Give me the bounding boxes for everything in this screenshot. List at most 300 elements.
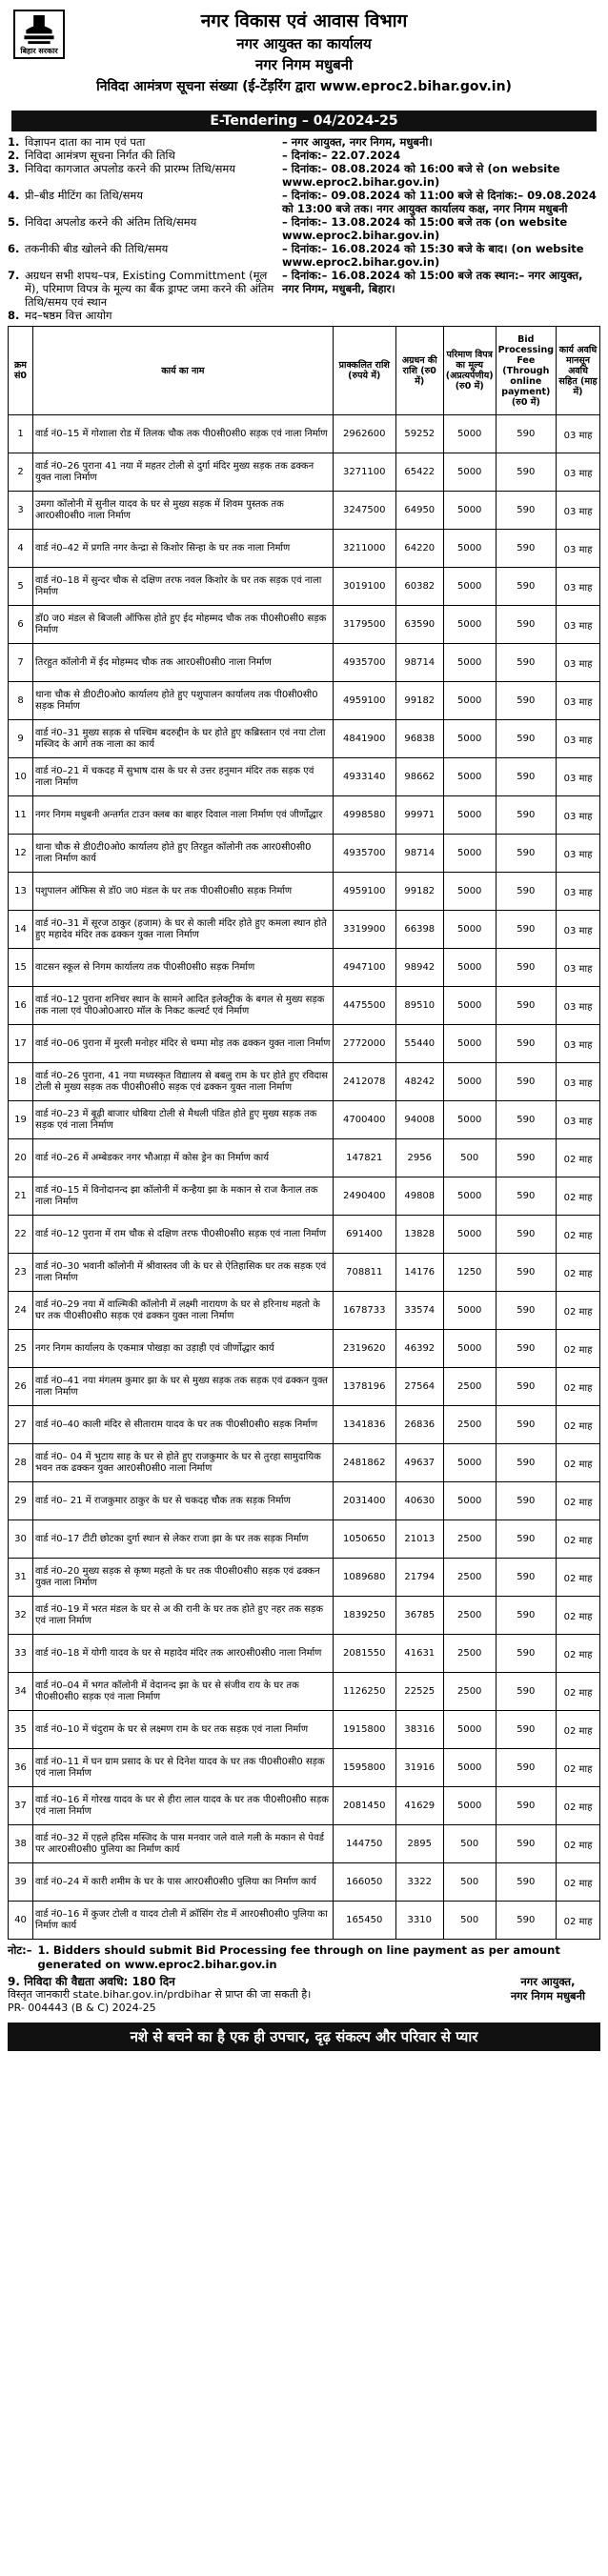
cell-emd: 98714 — [395, 835, 443, 873]
cell-cost: 500 — [443, 1139, 496, 1177]
schedule-row — [8, 215, 600, 242]
cell-est: 3247500 — [333, 492, 395, 530]
cell-cost: 500 — [443, 1863, 496, 1902]
cell-cost: 5000 — [443, 720, 496, 758]
schedule-value: – दिनांक:– 16.08.2024 को 15:30 बजे के बाद। (on website www.eproc2.bihar.gov.in) — [282, 242, 584, 269]
cell-work: वार्ड नं0– 04 में भुटाय साह के घर से होते हुए राजकुमार के घर से तुरहा सामुदायिक भवन तक ढक्कन युक्त आर0सी0सी0 नाला निर्माण — [33, 1444, 334, 1482]
cell-est: 4947100 — [333, 949, 395, 987]
cell-emd: 98942 — [395, 949, 443, 987]
cell-period: 03 माह — [557, 720, 600, 758]
cell-work: वार्ड नं0–12 पुराना शनिचर स्थान के सामने आदित इलेक्ट्रीक के बगल से मुख्य सड़क तक नाला एवं पी0ओ0आर0 मॉल के निकट कल्वर्ट एवं निर्माण — [33, 987, 334, 1025]
cell-cost: 5000 — [443, 453, 496, 492]
col-header-bq-cost: परिमाण विपत्र का मूल्य (अप्रत्यर्पणीय) (रु0 में) — [443, 327, 496, 415]
cell-emd: 36785 — [395, 1597, 443, 1635]
cell-work: थाना चौक से डी0टी0ओ0 कार्यालय होते हुए पशुपालन कार्यालय तक पी0सी0सी0 सड़क निर्माण — [33, 682, 334, 720]
footer — [8, 1975, 600, 2015]
cell-sn: 40 — [9, 1902, 33, 1940]
cell-sn: 22 — [9, 1216, 33, 1254]
cell-fee: 590 — [496, 1597, 556, 1635]
cell-emd: 55440 — [395, 1025, 443, 1063]
cell-fee: 590 — [496, 453, 556, 492]
cell-work: वार्ड नं0–06 पुराना में मुरली मनोहर मंदिर से चम्पा मोड़ तक ढक्कन युक्त नाला निर्माण — [33, 1025, 334, 1063]
cell-sn: 24 — [9, 1292, 33, 1330]
cell-sn: 7 — [9, 644, 33, 682]
cell-cost: 5000 — [443, 987, 496, 1025]
cell-cost: 5000 — [443, 492, 496, 530]
cell-emd: 13828 — [395, 1216, 443, 1254]
schedule-label: निविदा अपलोड करने की अंतिम तिथि/समय — [25, 215, 197, 229]
department-title: नगर विकास एवं आवास विभाग — [200, 10, 408, 31]
cell-fee: 590 — [496, 1444, 556, 1482]
schedule-num: 5. — [8, 215, 20, 229]
schedule-label: अग्रधन सभी शपथ–पत्र, Existing Committment (मूल में), परिमाण विपत्र के मूल्य का बैंक ड्राफ्ट जमा करने की अंतिम तिथि/समय एवं स्थान — [25, 269, 274, 309]
cell-sn: 19 — [9, 1101, 33, 1139]
cell-fee: 590 — [496, 1177, 556, 1216]
cell-work: वार्ड नं0–32 में एहले हदिस मस्जिद के पास मनवार जले वाले गली के मकान से पेवर्ड पर आर0सी0सी0 पुलिया का निर्माण कार्य — [33, 1825, 334, 1863]
note — [8, 1943, 600, 1972]
cell-work: वार्ड नं0–24 में कारी शमीम के घर के पास आर0सी0सी0 पुलिया का निर्माण कार्य — [33, 1863, 334, 1902]
cell-sn: 11 — [9, 796, 33, 835]
cell-fee: 590 — [496, 911, 556, 949]
cell-work: वार्ड नं0–26 पुराना, 41 नया मध्यस्कृत विद्यालय से बबलु राम के घर होते हुए रविदास टोली से मुख्य सड़क तक पी0सी0सी0 सड़क एवं ढक्कन युक्त नाला निर्माण — [33, 1063, 334, 1101]
cell-period: 02 माह — [557, 1368, 600, 1406]
cell-sn: 17 — [9, 1025, 33, 1063]
cell-est: 1089680 — [333, 1559, 395, 1597]
cell-est: 1839250 — [333, 1597, 395, 1635]
col-header-work: कार्य का नाम — [33, 327, 334, 415]
cell-emd: 89510 — [395, 987, 443, 1025]
cell-emd: 63590 — [395, 606, 443, 644]
bihar-emblem-logo — [13, 10, 65, 59]
cell-cost: 5000 — [443, 873, 496, 911]
cell-est: 165450 — [333, 1902, 395, 1940]
cell-est: 1126250 — [333, 1673, 395, 1711]
cell-sn: 38 — [9, 1825, 33, 1863]
cell-period: 03 माह — [557, 796, 600, 835]
cell-emd: 21794 — [395, 1559, 443, 1597]
cell-work: वार्ड नं0–04 में भगत कॉलोनी में वेदानन्द झा के घर से संजीव राय के घर तक पी0सी0सी0 सड़क एवं नाला निर्माण — [33, 1673, 334, 1711]
cell-fee: 590 — [496, 1292, 556, 1330]
cell-est: 2481862 — [333, 1444, 395, 1482]
cell-fee: 590 — [496, 1406, 556, 1444]
cell-cost: 5000 — [443, 644, 496, 682]
table-row — [9, 1330, 600, 1368]
cell-emd: 21013 — [395, 1520, 443, 1559]
cell-sn: 34 — [9, 1673, 33, 1711]
cell-period: 02 माह — [557, 1635, 600, 1673]
table-row — [9, 682, 600, 720]
cell-emd: 66398 — [395, 911, 443, 949]
cell-work: थाना चौक से डी0टी0ओ0 कार्यालय होते हुए तिरहुत कॉलोनी तक आर0सी0सी0 नाला निर्माण कार्य — [33, 835, 334, 873]
cell-est: 147821 — [333, 1139, 395, 1177]
cell-fee: 590 — [496, 1101, 556, 1139]
table-row — [9, 1368, 600, 1406]
cell-fee: 590 — [496, 644, 556, 682]
cell-est: 2490400 — [333, 1177, 395, 1216]
schedule-value: – नगर आयुक्त, नगर निगम, मधुबनी। — [282, 135, 433, 149]
cell-work: वार्ड नं0–21 में चकदह में सुभाष दास के घर से उत्तर हनुमान मंदिर तक सड़क एवं नाला निर्माण — [33, 758, 334, 796]
schedule-row — [8, 309, 600, 322]
table-row — [9, 606, 600, 644]
cell-fee: 590 — [496, 1559, 556, 1597]
cell-emd: 46392 — [395, 1330, 443, 1368]
cell-work: वार्ड नं0–19 में भरत मंडल के घर से अ की रानी के घर तक होते हुए नहर तक सड़क एवं नाला निर्माण — [33, 1597, 334, 1635]
cell-work: तिरहुत कॉलोनी में ईद मोहम्मद चौक तक आर0सी0सी0 नाला निर्माण — [33, 644, 334, 682]
cell-est: 3319900 — [333, 911, 395, 949]
cell-emd: 27564 — [395, 1368, 443, 1406]
schedule-row — [8, 269, 600, 309]
cell-period: 02 माह — [557, 1139, 600, 1177]
cell-period: 03 माह — [557, 606, 600, 644]
cell-emd: 99182 — [395, 873, 443, 911]
cell-work: वार्ड नं0–16 में गोरख यादव के घर से हीरा लाल यादव के घर तक पी0सी0सी0 सड़क एवं नाला निर्माण — [33, 1787, 334, 1825]
cell-emd: 94008 — [395, 1101, 443, 1139]
table-row — [9, 1406, 600, 1444]
cell-work: वार्ड नं0– 21 में राजकुमार ठाकुर के घर से चकदह चौक तक सड़क निर्माण — [33, 1482, 334, 1520]
cell-sn: 9 — [9, 720, 33, 758]
cell-period: 02 माह — [557, 1825, 600, 1863]
cell-sn: 27 — [9, 1406, 33, 1444]
cell-work: वार्ड नं0–18 में योगी यादव के घर से महादेव मंदिर तक आर0सी0सी0 नाला निर्माण — [33, 1635, 334, 1673]
table-row — [9, 1673, 600, 1711]
cell-est: 1378196 — [333, 1368, 395, 1406]
cell-cost: 500 — [443, 1902, 496, 1940]
col-header-emd: अग्रधन की राशि (रु0 में) — [395, 327, 443, 415]
cell-fee: 590 — [496, 1482, 556, 1520]
cell-cost: 5000 — [443, 1749, 496, 1787]
cell-emd: 14176 — [395, 1254, 443, 1292]
cell-period: 03 माह — [557, 415, 600, 453]
cell-est: 4935700 — [333, 644, 395, 682]
cell-emd: 64220 — [395, 530, 443, 568]
cell-fee: 590 — [496, 1711, 556, 1749]
cell-fee: 590 — [496, 1254, 556, 1292]
cell-sn: 10 — [9, 758, 33, 796]
cell-period: 03 माह — [557, 1101, 600, 1139]
cell-emd: 31916 — [395, 1749, 443, 1787]
cell-work: वाटसन स्कूल से निगम कार्यालय तक पी0सी0सी0 सड़क निर्माण — [33, 949, 334, 987]
cell-fee: 590 — [496, 720, 556, 758]
cell-cost: 5000 — [443, 949, 496, 987]
cell-period: 02 माह — [557, 1673, 600, 1711]
cell-cost: 2500 — [443, 1520, 496, 1559]
cell-sn: 5 — [9, 568, 33, 606]
col-header-bid-fee: Bid Processing Fee (Through online payment) (रु0 में) — [496, 327, 556, 415]
corporation-title: नगर निगम मधुबनी — [255, 56, 353, 73]
table-row — [9, 873, 600, 911]
note-text: 1. Bidders should submit Bid Processing fee through on line payment as per amount generated on www.eproc2.bihar.gov.in — [37, 1943, 560, 1971]
cell-period: 03 माह — [557, 758, 600, 796]
cell-emd: 60382 — [395, 568, 443, 606]
details-text: विस्तृत जानकारी state.bihar.gov.in/prdbihar से प्राप्त की जा सकती है। — [8, 1988, 312, 2001]
cell-work: वार्ड नं0–26 में अम्बेडकर नगर भौआड़ा में कोस ड्रेन का निर्माण कार्य — [33, 1139, 334, 1177]
cell-work: वार्ड नं0–17 टीटी छोटका दुर्गा स्थान से लेकर राजा झा के घर तक सड़क निर्माण — [33, 1520, 334, 1559]
table-row — [9, 949, 600, 987]
schedule-label: निविदा कागजात अपलोड करने की प्रारम्भ तिथि/समय — [25, 162, 235, 175]
cell-fee: 590 — [496, 415, 556, 453]
cell-emd: 2956 — [395, 1139, 443, 1177]
table-row — [9, 1254, 600, 1292]
cell-est: 2962600 — [333, 415, 395, 453]
table-row — [9, 1520, 600, 1559]
cell-sn: 29 — [9, 1482, 33, 1520]
table-row — [9, 1292, 600, 1330]
schedule-num: 7. — [8, 269, 20, 282]
cell-period: 03 माह — [557, 1025, 600, 1063]
cell-sn: 23 — [9, 1254, 33, 1292]
cell-fee: 590 — [496, 1825, 556, 1863]
cell-period: 02 माह — [557, 1863, 600, 1902]
table-row — [9, 1101, 600, 1139]
cell-sn: 4 — [9, 530, 33, 568]
cell-period: 02 माह — [557, 1520, 600, 1559]
cell-period: 03 माह — [557, 949, 600, 987]
cell-work: वार्ड नं0–18 में सुन्दर चौक से दक्षिण तरफ नवल किशोर के घर तक सड़क एवं नाला निर्माण — [33, 568, 334, 606]
cell-period: 03 माह — [557, 568, 600, 606]
cell-fee: 590 — [496, 568, 556, 606]
cell-period: 02 माह — [557, 1292, 600, 1330]
cell-cost: 5000 — [443, 1330, 496, 1368]
cell-work: नगर निगम मधुबनी अन्तर्गत टाउन क्लब का बाहर दिवाल नाला निर्माण एवं जीर्णोद्धार — [33, 796, 334, 835]
cell-period: 02 माह — [557, 1254, 600, 1292]
cell-cost: 2500 — [443, 1673, 496, 1711]
cell-emd: 49808 — [395, 1177, 443, 1216]
cell-emd: 59252 — [395, 415, 443, 453]
cell-work: वार्ड नं0–15 में विनोदानन्द झा कॉलोनी में कन्हैया झा के मकान से राज कैनाल तक नाला निर्माण — [33, 1177, 334, 1216]
cell-sn: 21 — [9, 1177, 33, 1216]
cell-fee: 590 — [496, 1902, 556, 1940]
cell-est: 4475500 — [333, 987, 395, 1025]
cell-period: 03 माह — [557, 987, 600, 1025]
cell-sn: 28 — [9, 1444, 33, 1482]
cell-period: 03 माह — [557, 530, 600, 568]
cell-cost: 5000 — [443, 1063, 496, 1101]
cell-emd: 99182 — [395, 682, 443, 720]
cell-period: 02 माह — [557, 1902, 600, 1940]
cell-period: 02 माह — [557, 1216, 600, 1254]
cell-emd: 64950 — [395, 492, 443, 530]
cell-fee: 590 — [496, 758, 556, 796]
cell-est: 2031400 — [333, 1482, 395, 1520]
cell-cost: 2500 — [443, 1559, 496, 1597]
cell-emd: 49637 — [395, 1444, 443, 1482]
tender-notice — [8, 0, 600, 2051]
tender-schedule — [8, 135, 600, 322]
cell-emd: 33574 — [395, 1292, 443, 1330]
cell-est: 1915800 — [333, 1711, 395, 1749]
cell-emd: 22525 — [395, 1673, 443, 1711]
cell-cost: 5000 — [443, 835, 496, 873]
cell-est: 3179500 — [333, 606, 395, 644]
signature-line2: नगर निगम मधुबनी — [510, 1989, 585, 2002]
schedule-row — [8, 242, 600, 269]
cell-work: वार्ड नं0–20 मुख्य सड़क से कृष्ण महतो के घर तक पी0सी0सी0 सड़क एवं ढक्कन युक्त नाला निर्माण — [33, 1559, 334, 1597]
cell-sn: 33 — [9, 1635, 33, 1673]
cell-fee: 590 — [496, 1063, 556, 1101]
cell-sn: 26 — [9, 1368, 33, 1406]
schedule-num: 1. — [8, 135, 20, 149]
emblem-icon — [20, 13, 58, 47]
cell-work: वार्ड नं0–15 में गोशाला रोड में तिलक चौक तक पी0सी0सी0 सड़क एवं नाला निर्माण — [33, 415, 334, 453]
cell-period: 03 माह — [557, 835, 600, 873]
cell-emd: 65422 — [395, 453, 443, 492]
table-row — [9, 1863, 600, 1902]
table-row — [9, 911, 600, 949]
cell-est: 1050650 — [333, 1520, 395, 1559]
cell-sn: 25 — [9, 1330, 33, 1368]
cell-sn: 30 — [9, 1520, 33, 1559]
table-row — [9, 796, 600, 835]
cell-period: 02 माह — [557, 1482, 600, 1520]
cell-sn: 15 — [9, 949, 33, 987]
cell-period: 02 माह — [557, 1330, 600, 1368]
validity-text: 9. निविदा की वैद्यता अवधि: 180 दिन — [8, 1975, 175, 1988]
signature-line1: नगर आयुक्त, — [520, 1975, 576, 1988]
cell-est: 1595800 — [333, 1749, 395, 1787]
cell-work: वार्ड नं0–30 भवानी कॉलोनी में श्रीवास्तव जी के घर से ऐतिहासिक घर तक सड़क एवं नाला निर्माण — [33, 1254, 334, 1292]
schedule-row — [8, 162, 600, 189]
schedule-value: – दिनांक:– 08.08.2024 को 16:00 बजे से (on website www.eproc2.bihar.gov.in) — [282, 162, 560, 189]
cell-work: डॉ0 ज0 मंडल से बिजली ऑफिस होते हुए ईद मोहम्मद चौक तक पी0सी0सी0 सड़क निर्माण — [33, 606, 334, 644]
cell-sn: 37 — [9, 1787, 33, 1825]
cell-emd: 40630 — [395, 1482, 443, 1520]
schedule-num: 8. — [8, 309, 20, 322]
col-header-estimate: प्राक्कलित राशि (रुपये में) — [333, 327, 395, 415]
schedule-value: – दिनांक:– 09.08.2024 को 11:00 बजे से दिनांक:– 09.08.2024 को 13:00 बजे तक। नगर आयुक्त कार्यालय कक्ष, नगर निगम मधुबनी — [282, 189, 597, 215]
cell-emd: 98714 — [395, 644, 443, 682]
cell-cost: 2500 — [443, 1635, 496, 1673]
cell-est: 166050 — [333, 1863, 395, 1902]
cell-fee: 590 — [496, 949, 556, 987]
cell-fee: 590 — [496, 1749, 556, 1787]
table-row — [9, 1025, 600, 1063]
table-row — [9, 530, 600, 568]
cell-cost: 500 — [443, 1825, 496, 1863]
table-row — [9, 492, 600, 530]
cell-period: 02 माह — [557, 1177, 600, 1216]
cell-work: उमगा कॉलोनी में सुनील यादव के घर से मुख्य सड़क में शिवम पुस्तक तक आर0सी0सी0 नाला निर्माण — [33, 492, 334, 530]
table-row — [9, 1711, 600, 1749]
cell-emd: 41631 — [395, 1635, 443, 1673]
cell-sn: 13 — [9, 873, 33, 911]
cell-sn: 35 — [9, 1711, 33, 1749]
cell-period: 03 माह — [557, 492, 600, 530]
cell-sn: 1 — [9, 415, 33, 453]
slogan-band: नशे से बचने का है एक ही उपचार, दृढ़ संकल्प और परिवार से प्यार — [8, 2023, 600, 2051]
cell-emd: 38316 — [395, 1711, 443, 1749]
cell-emd: 48242 — [395, 1063, 443, 1101]
cell-sn: 8 — [9, 682, 33, 720]
cell-emd: 99971 — [395, 796, 443, 835]
cell-fee: 590 — [496, 1673, 556, 1711]
cell-period: 02 माह — [557, 1787, 600, 1825]
schedule-num: 4. — [8, 189, 20, 202]
office-title: नगर आयुक्त का कार्यालय — [236, 35, 372, 52]
cell-fee: 590 — [496, 682, 556, 720]
cell-cost: 5000 — [443, 530, 496, 568]
cell-est: 4998580 — [333, 796, 395, 835]
cell-sn: 32 — [9, 1597, 33, 1635]
table-row — [9, 415, 600, 453]
table-row — [9, 644, 600, 682]
cell-est: 4959100 — [333, 682, 395, 720]
table-row — [9, 1216, 600, 1254]
cell-fee: 590 — [496, 1863, 556, 1902]
cell-emd: 3322 — [395, 1863, 443, 1902]
cell-fee: 590 — [496, 1368, 556, 1406]
cell-period: 02 माह — [557, 1559, 600, 1597]
cell-cost: 5000 — [443, 911, 496, 949]
cell-period: 02 माह — [557, 1711, 600, 1749]
cell-est: 3211000 — [333, 530, 395, 568]
cell-emd: 41629 — [395, 1787, 443, 1825]
cell-est: 4935700 — [333, 835, 395, 873]
cell-work: वार्ड नं0–42 में प्रगति नगर केन्द्रा से किशोर सिन्हा के घर तक नाला निर्माण — [33, 530, 334, 568]
notice-number: निविदा आमंत्रण सूचना संख्या (ई-टेंड़रिंग द्वारा www.eproc2.bihar.gov.in) — [96, 79, 512, 94]
table-row — [9, 758, 600, 796]
cell-fee: 590 — [496, 530, 556, 568]
table-row — [9, 1597, 600, 1635]
schedule-label: तकनीकी बीड खोलने की तिथि/समय — [25, 242, 169, 255]
cell-sn: 6 — [9, 606, 33, 644]
cell-period: 03 माह — [557, 682, 600, 720]
e-tendering-band: E-Tendering – 04/2024-25 — [11, 111, 597, 131]
logo-caption: बिहार सरकार — [20, 47, 58, 55]
cell-est: 2319620 — [333, 1330, 395, 1368]
table-row — [9, 1139, 600, 1177]
cell-work: वार्ड नं0–16 में कुजर टोली व यादव टोली में क्रॉसिंग रोड में आर0सी0सी0 पुलिया का निर्माण कार्य — [33, 1902, 334, 1940]
cell-est: 144750 — [333, 1825, 395, 1863]
cell-sn: 18 — [9, 1063, 33, 1101]
schedule-num: 3. — [8, 162, 20, 175]
cell-emd: 98662 — [395, 758, 443, 796]
table-row — [9, 453, 600, 492]
cell-sn: 3 — [9, 492, 33, 530]
cell-est: 4933140 — [333, 758, 395, 796]
cell-cost: 5000 — [443, 1787, 496, 1825]
cell-work: वार्ड नं0–41 नया मंगलम कुमार झा के घर से मुख्य सड़क तक सड़क एवं ढक्कन युक्त नाला निर्माण — [33, 1368, 334, 1406]
cell-fee: 590 — [496, 835, 556, 873]
schedule-row — [8, 149, 600, 162]
cell-sn: 16 — [9, 987, 33, 1025]
schedule-value: – दिनांक:– 16.08.2024 को 15:00 बजे तक स्थान:– नगर आयुक्त, नगर निगम, मधुबनी, बिहार। — [282, 269, 583, 295]
table-header-row — [9, 327, 600, 415]
cell-cost: 2500 — [443, 1368, 496, 1406]
table-row — [9, 720, 600, 758]
cell-sn: 12 — [9, 835, 33, 873]
cell-work: नगर निगम कार्यालय के एकमात्र पोखड़ा का उड़ाही एवं जीर्णोद्धार कार्य — [33, 1330, 334, 1368]
table-row — [9, 1635, 600, 1673]
table-row — [9, 1559, 600, 1597]
cell-sn: 14 — [9, 911, 33, 949]
cell-fee: 590 — [496, 1787, 556, 1825]
table-row — [9, 1482, 600, 1520]
schedule-label: मद–षष्ठम वित्त आयोग — [25, 309, 112, 322]
cell-fee: 590 — [496, 492, 556, 530]
cell-est: 691400 — [333, 1216, 395, 1254]
notice-header — [8, 4, 600, 111]
cell-cost: 5000 — [443, 758, 496, 796]
cell-cost: 5000 — [443, 1216, 496, 1254]
cell-sn: 2 — [9, 453, 33, 492]
cell-period: 02 माह — [557, 1406, 600, 1444]
cell-cost: 5000 — [443, 682, 496, 720]
schedule-label: प्री–बीड मीटिंग का तिथि/समय — [25, 189, 143, 202]
schedule-label: निविदा आमंत्रण सूचना निर्गत की तिथि — [25, 149, 175, 162]
cell-fee: 590 — [496, 1520, 556, 1559]
cell-work: वार्ड नं0–11 में घन ग्राम प्रसाद के घर से दिनेश यादव के घर तक पी0सी0सी0 सड़क एवं नाला निर्माण — [33, 1749, 334, 1787]
cell-period: 03 माह — [557, 644, 600, 682]
